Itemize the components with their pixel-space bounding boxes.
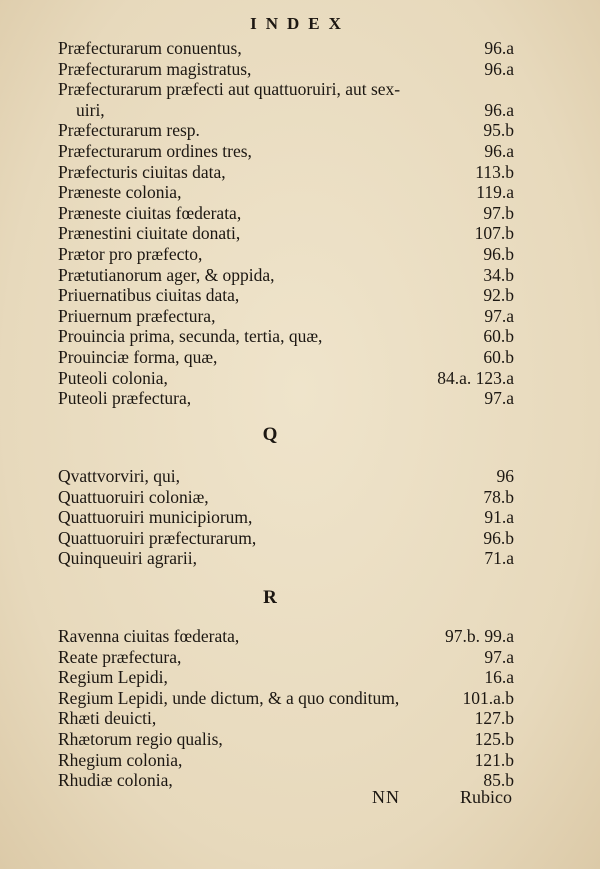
index-section-q [58,466,514,569]
index-entry-text: Præfecturarum conuentus, [58,38,242,58]
index-entry [58,285,514,306]
index-entry [58,750,514,771]
index-entry [58,466,514,487]
index-entry-text: Priuernum præfectura, [58,305,216,326]
index-entry-text: Præneste colonia, [58,182,182,203]
index-entry-text: Prænestini ciuitate donati, [58,223,241,244]
index-entry-text: uiri, [76,99,105,120]
index-entry-page-ref: 119.a [476,182,514,203]
index-entry-page-ref: 125.b [474,728,514,749]
index-entry-page-ref: 97.a [484,305,514,326]
index-entry [58,388,514,409]
index-entry [58,244,514,265]
index-entry [58,548,514,569]
index-entry-page-ref: 91.a [484,507,514,528]
index-entry-text: Prouinciæ forma, quæ, [58,346,218,367]
index-entry-page-ref: 127.b [474,708,514,729]
index-entry [58,306,514,327]
index-entry [58,100,514,121]
index-entry-page-ref: 96.b [483,527,514,548]
index-section-p [58,38,514,409]
index-entry-page-ref: 34.b [483,264,514,285]
index-entry-page-ref: 96.a [484,99,514,120]
index-entry [58,487,514,508]
index-entry-text: Præfecturarum resp. [58,120,200,141]
index-entry [58,688,514,709]
index-entry [58,647,514,668]
index-entry-text: Puteoli colonia, [58,367,168,388]
index-entry-page-ref: 101.a.b [462,687,514,708]
section-letter-r: R [263,587,277,608]
index-entry-text: Rhætorum regio qualis, [58,728,223,749]
index-entry-text: Quattuoruiri municipiorum, [58,507,253,528]
index-entry-text: Qvattvorviri, qui, [58,466,180,486]
index-entry-page-ref: 96.a [484,38,514,58]
index-entry-text: Puteoli præfectura, [58,388,192,409]
index-entry-page-ref: 78.b [483,486,514,507]
index-entry-page-ref: 84.a. 123.a [437,367,514,388]
index-entry-text: Quattuoruiri coloniæ, [58,486,209,507]
index-entry [58,120,514,141]
index-entry [58,708,514,729]
index-entry-page-ref: 97.b. 99.a [444,626,514,646]
index-entry [58,203,514,224]
index-entry-page-ref: 96 [496,466,514,486]
index-entry [58,182,514,203]
index-entry [58,729,514,750]
index-entry-text: Quattuoruiri præfecturarum, [58,527,257,548]
index-entry-text: Rhegium colonia, [58,749,183,770]
index-entry [58,59,514,80]
index-entry-page-ref: 85.b [483,770,514,791]
index-entry-page-ref: 71.a [484,548,514,569]
index-entry [58,347,514,368]
index-entry-text: Rhæti deuicti, [58,708,157,729]
index-entry-page-ref: 121.b [474,749,514,770]
index-entry-page-ref: 96.a [484,58,514,79]
index-entry [58,223,514,244]
index-entry-text: Præneste ciuitas fœderata, [58,202,242,223]
index-entry [58,162,514,183]
index-entry-page-ref: 92.b [483,285,514,306]
index-entry-text: Præfecturarum ordines tres, [58,140,252,161]
index-entry-text: Prætor pro præfecto, [58,243,203,264]
index-entry-page-ref: 60.b [483,326,514,347]
index-section-r [58,626,514,791]
index-entry-page-ref: 107.b [474,223,514,244]
index-entry [58,79,514,100]
index-entry-text: Rhudiæ colonia, [58,770,173,791]
index-entry [58,368,514,389]
index-entry [58,626,514,647]
signature-mark: NN [372,787,400,807]
index-entry-page-ref: 97.a [484,388,514,409]
index-entry [58,38,514,59]
index-entry-text: Præfecturarum magistratus, [58,58,252,79]
index-entry-page-ref: 97.a [484,646,514,667]
index-entry-text: Quinqueuiri agrarii, [58,548,197,569]
index-entry [58,326,514,347]
index-entry-text: Præfecturis ciuitas data, [58,161,226,182]
index-entry-page-ref: 95.b [483,120,514,141]
index-entry-page-ref: 96.b [483,243,514,264]
index-entry-page-ref: 113.b [475,161,514,182]
index-entry-page-ref: 60.b [483,346,514,367]
index-entry-text: Regium Lepidi, [58,667,168,688]
index-entry [58,265,514,286]
index-entry-text: Regium Lepidi, unde dictum, & a quo conditum, [58,687,400,708]
index-entry [58,770,514,791]
section-letter-q: Q [262,424,278,445]
index-entry [58,667,514,688]
index-entry-text: Prætutianorum ager, & oppida, [58,264,275,285]
index-entry [58,507,514,528]
index-entry [58,528,514,549]
index-entry-text: Reate præfectura, [58,646,182,667]
index-entry-text: Præfecturarum præfecti aut quattuoruiri, aut sex- [58,79,401,100]
page-header: INDEX [250,14,350,33]
catchword: Rubico [460,787,512,807]
index-entry-text: Ravenna ciuitas fœderata, [58,626,240,646]
index-entry [58,141,514,162]
index-entry-page-ref: 96.a [484,140,514,161]
index-entry-text: Prouincia prima, secunda, tertia, quæ, [58,326,323,347]
index-entry-page-ref: 97.b [483,202,514,223]
index-entry-page-ref: 16.a [484,667,514,688]
index-entry-text: Priuernatibus ciuitas data, [58,285,240,306]
